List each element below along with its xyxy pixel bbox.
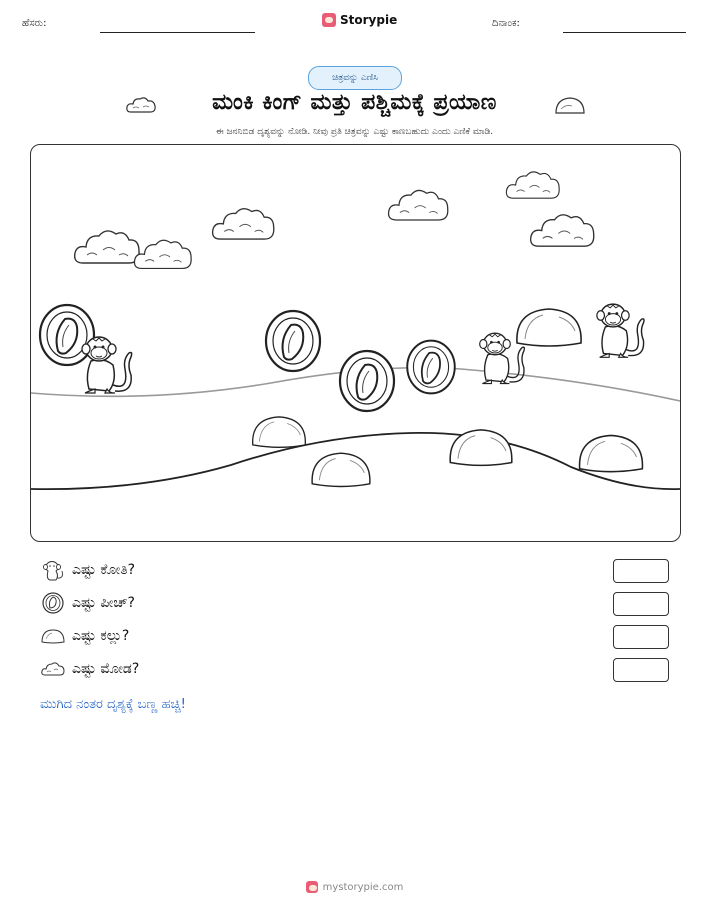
monkey xyxy=(597,304,644,357)
brand-name: Storypie xyxy=(340,13,398,27)
peach xyxy=(340,351,394,411)
question-row-peach xyxy=(40,592,135,614)
question-text: ಎಷ್ಟು ಕೋತಿ? xyxy=(72,562,136,578)
answer-box-monkey[interactable] xyxy=(613,559,669,583)
peach xyxy=(40,305,94,365)
cloud xyxy=(213,209,274,239)
name-label: ಹೆಸರು: xyxy=(22,18,47,29)
peach xyxy=(266,311,320,371)
activity-badge: ಚಿತ್ರವನ್ನು ಎಣಿಸಿ xyxy=(308,66,402,90)
question-row-monkey xyxy=(40,559,135,581)
date-label: ದಿನಾಂಕ: xyxy=(492,18,520,29)
answer-box-stone[interactable] xyxy=(613,625,669,649)
answer-box-peach[interactable] xyxy=(613,592,669,616)
cloud-icon xyxy=(40,658,66,680)
peach xyxy=(407,341,455,394)
question-text: ಎಷ್ಟು ಪೀಚ್? xyxy=(72,595,135,611)
stone xyxy=(312,453,370,486)
storypie-logo-icon xyxy=(306,881,318,893)
stone xyxy=(517,309,581,346)
stone-icon xyxy=(553,94,587,116)
cloud xyxy=(506,172,559,198)
footer xyxy=(0,881,709,893)
instructions: ಈ ಜನನಿಬಿಡ ದೃಶ್ಯವನ್ನು ನೋಡಿ. ನೀವು ಪ್ರತಿ ಚಿತ್ರವನ್ನು ಎಷ್ಟು ಕಾಣಬಹುದು ಎಂದು ಎಣಿಕೆ ಮಾಡಿ. xyxy=(215,127,494,137)
monkey-icon xyxy=(40,559,66,581)
question-text: ಎಷ್ಟು ಮೋಡ? xyxy=(72,661,140,677)
cloud xyxy=(134,240,191,268)
coloring-instruction: ಮುಗಿದ ನಂತರ ದೃಶ್ಯಕ್ಕೆ ಬಣ್ಣ ಹಚ್ಚಿ! xyxy=(40,697,186,712)
cloud xyxy=(75,231,139,263)
name-field[interactable] xyxy=(100,32,255,33)
stone xyxy=(253,417,306,447)
counting-scene xyxy=(30,144,681,542)
date-field[interactable] xyxy=(563,32,686,33)
question-text: ಎಷ್ಟು ಕಲ್ಲು? xyxy=(72,628,130,644)
storypie-logo-icon xyxy=(322,13,336,27)
brand xyxy=(322,13,397,27)
question-row-cloud xyxy=(40,658,139,680)
answer-box-cloud[interactable] xyxy=(613,658,669,682)
cloud xyxy=(389,190,448,219)
stone xyxy=(580,435,643,471)
page-title: ಮಂಕಿ ಕಿಂಗ್ ಮತ್ತು ಪಶ್ಚಿಮಕ್ಕೆ ಪ್ರಯಾಣ xyxy=(212,90,497,115)
peach-icon xyxy=(40,592,66,614)
monkey xyxy=(82,337,132,393)
stone-icon xyxy=(40,625,66,647)
cloud xyxy=(531,215,594,246)
footer-url[interactable]: mystorypie.com xyxy=(322,881,404,893)
question-row-stone xyxy=(40,625,129,647)
